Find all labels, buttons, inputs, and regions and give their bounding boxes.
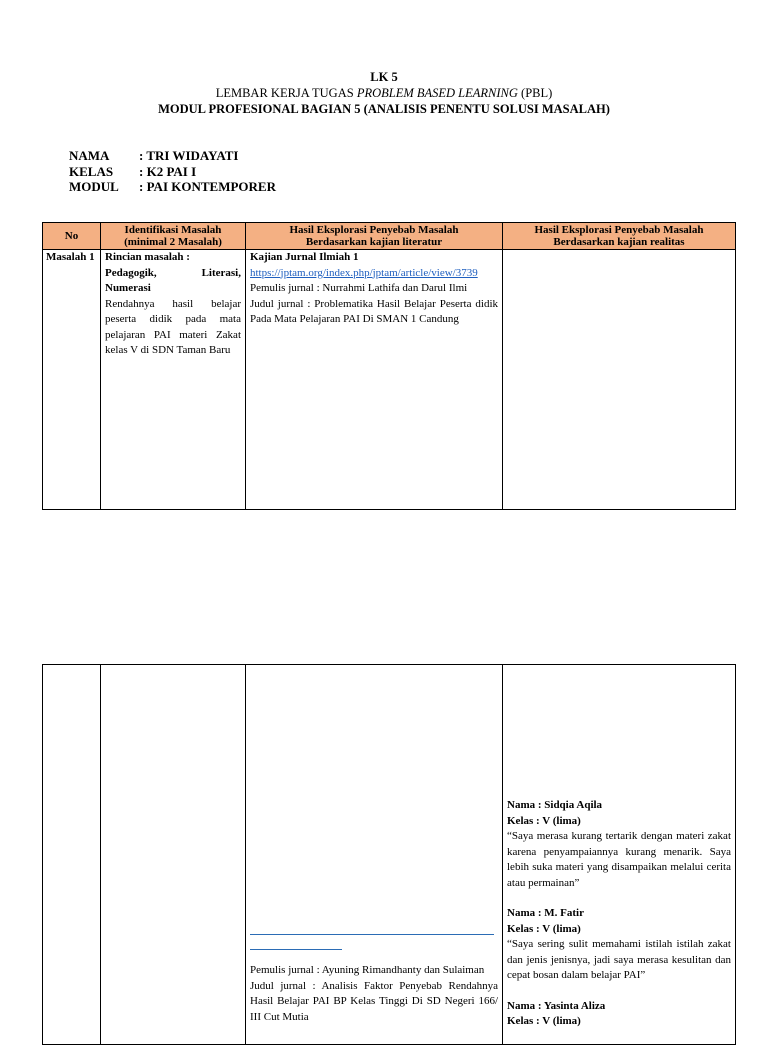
rincian-aspek: Pedagogik, Literasi, Numerasi — [105, 266, 241, 294]
siswa-kutipan: “Saya merasa kurang tertarik dengan materi zakat karena penyampaiannya kurang menarik. Saya lebih suka materi yang disampaikan melalui cerita atau permainan” — [507, 830, 731, 889]
siswa-nama: Nama : M. Fatir — [507, 907, 584, 919]
kajian-title: Kajian Jurnal Ilmiah 1 — [250, 251, 359, 263]
cell-identifikasi — [101, 250, 246, 510]
header-identifikasi — [101, 223, 246, 250]
cell-no: Masalah 1 — [43, 250, 101, 510]
cell-literatur — [246, 665, 503, 1045]
header-realitas-line1: Hasil Eksplorasi Penyebab Masalah — [534, 224, 704, 236]
cell-identifikasi — [101, 665, 246, 1045]
modul-value: : PAI KONTEMPORER — [139, 179, 276, 194]
siswa-kelas: Kelas : V (lima) — [507, 1015, 581, 1027]
lk-title-suffix: (PBL) — [517, 86, 553, 100]
header-identifikasi-line2: (minimal 2 Masalah) — [124, 236, 222, 248]
cell-literatur — [246, 250, 503, 510]
lk-number: LK 5 — [370, 70, 398, 84]
table-row — [43, 665, 736, 1045]
page-title — [0, 69, 768, 117]
siswa-nama: Nama : Yasinta Aliza — [507, 999, 606, 1012]
kajian-judul: Judul jurnal : Analisis Faktor Penyebab Rendahnya Hasil Belajar PAI BP Kelas Tinggi Di SD Negeri 166/ III Cut Mutia — [250, 979, 498, 1023]
header-literatur-line1: Hasil Eksplorasi Penyebab Masalah — [289, 224, 459, 236]
header-literatur-line2: Berdasarkan kajian literatur — [305, 236, 443, 248]
lk-module-title: MODUL PROFESIONAL BAGIAN 5 (ANALISIS PENENTU SOLUSI MASALAH) — [158, 102, 610, 116]
identity-nama — [69, 148, 276, 164]
header-realitas-line2: Berdasarkan kajian realitas — [553, 236, 685, 248]
kelas-label: KELAS — [69, 163, 114, 179]
rincian-title: Rincian masalah : — [105, 251, 190, 263]
cell-realitas — [503, 250, 736, 510]
siswa-nama: Nama : Sidqia Aqila — [507, 799, 603, 811]
kajian-judul: Judul jurnal : Problematika Hasil Belajar Peserta didik Pada Mata Pelajaran PAI Di SMAN 1 Candung — [250, 297, 498, 325]
identity-block — [69, 148, 276, 195]
nama-value: : TRI WIDAYATI — [139, 148, 239, 163]
lk-title-line — [0, 85, 768, 101]
modul-label: MODUL — [69, 179, 119, 194]
rincian-desc: Rendahnya hasil belajar peserta didik pada mata pelajaran PAI materi Zakat kelas V di SDN Taman Baru — [105, 297, 241, 356]
lk-title-italic: PROBLEM BASED LEARNING — [356, 86, 518, 100]
kajian-penulis: Pemulis jurnal : Nurrahmi Lathifa dan Darul Ilmi — [250, 282, 468, 294]
header-identifikasi-line1: Identifikasi Masalah — [124, 224, 222, 236]
identity-kelas — [69, 164, 276, 180]
header-realitas — [503, 223, 736, 250]
nama-label: NAMA — [69, 148, 110, 163]
cell-realitas — [503, 665, 736, 1045]
identity-modul — [69, 179, 276, 195]
header-literatur — [246, 223, 503, 250]
siswa-kutipan: “Saya sering sulit memahami istilah istilah zakat dan jenis jenisnya, jadi saya merasa kesulitan dan cepat bosan dalam belajar PAI” — [507, 938, 731, 981]
kajian-penulis: Pemulis jurnal : Ayuning Rimandhanty dan Sulaiman — [250, 964, 485, 976]
siswa-kelas: Kelas : V (lima) — [507, 922, 581, 935]
cell-no — [43, 665, 101, 1045]
table-row — [43, 250, 736, 510]
kelas-value: : K2 PAI I — [139, 163, 197, 179]
header-no: No — [43, 223, 101, 250]
siswa-kelas: Kelas : V (lima) — [507, 814, 581, 827]
jurnal-link[interactable]: https://jptam.org/index.php/jptam/article/view/3739 — [250, 266, 478, 279]
worksheet-table — [42, 222, 736, 510]
table-header-row — [43, 223, 736, 250]
lk-title-prefix: LEMBAR KERJA TUGAS — [215, 86, 357, 100]
worksheet-table-continued — [42, 664, 736, 1045]
